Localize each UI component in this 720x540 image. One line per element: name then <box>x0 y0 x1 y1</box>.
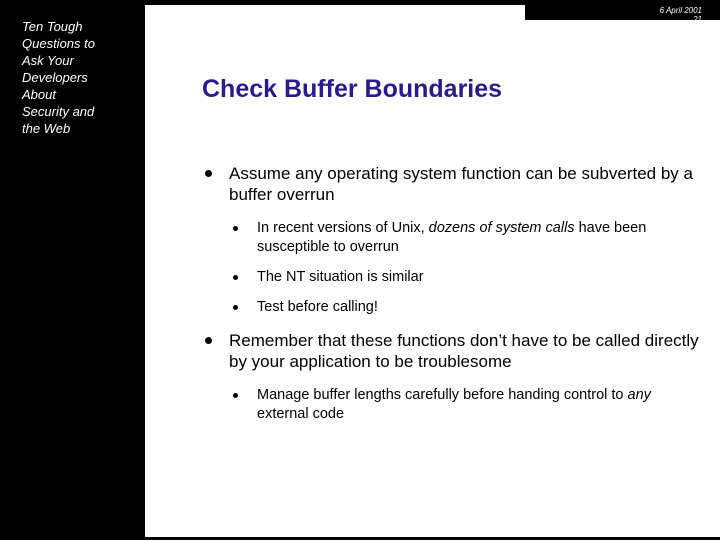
header-date <box>660 6 702 24</box>
sidebar-title-line: Developers <box>22 70 88 85</box>
bullet-text: Assume any operating system function can be subverted by a buffer overrun <box>229 164 693 204</box>
sidebar-title-line: Ask Your <box>22 53 74 68</box>
sub-bullet-text-end: have been susceptible to overrun <box>257 220 647 255</box>
sub-bullet-dot-icon <box>233 275 238 280</box>
bullet-text: Remember that these functions don’t have to be called directly by your application to be troublesome <box>229 331 699 371</box>
sub-bullet-item <box>229 298 705 317</box>
bullet-item <box>205 163 705 317</box>
date-text: 6 April 2001 <box>659 6 702 15</box>
sub-bullet-dot-icon <box>233 305 238 310</box>
sidebar-title-line: the Web <box>22 121 71 136</box>
sub-bullet-item <box>229 386 705 424</box>
sub-bullet-list <box>229 386 705 424</box>
sub-bullet-text: In recent versions of Unix, <box>257 220 429 236</box>
sub-bullet-item <box>229 268 705 287</box>
slide-content <box>145 5 720 537</box>
bullet-item <box>205 330 705 424</box>
sub-bullet-emphasis: dozens of system calls <box>428 220 575 236</box>
sub-bullet-list <box>229 219 705 317</box>
sidebar-title-line: Ten Tough <box>22 19 83 34</box>
bullet-dot-icon <box>205 170 212 177</box>
sub-bullet-dot-icon <box>233 393 238 398</box>
bullet-dot-icon <box>205 337 212 344</box>
slide-title: Check Buffer Boundaries <box>202 75 503 103</box>
bullet-list <box>205 163 705 435</box>
sub-bullet-text: Manage buffer lengths carefully before handing control to <box>257 387 628 403</box>
sub-bullet-item <box>229 219 705 257</box>
sub-bullet-text: The NT situation is similar <box>257 269 424 285</box>
sub-bullet-dot-icon <box>233 226 238 231</box>
sub-bullet-text-end: external code <box>257 406 345 422</box>
slide-number: 21 <box>693 15 702 24</box>
sidebar-title-line: Questions to <box>22 36 95 51</box>
sub-bullet-text: Test before calling! <box>257 299 378 315</box>
sub-bullet-emphasis: any <box>627 387 651 403</box>
sidebar-title-line: About <box>22 87 56 102</box>
sidebar-title <box>22 18 132 137</box>
header-bar <box>525 0 720 24</box>
sidebar-title-line: Security and <box>22 104 95 119</box>
